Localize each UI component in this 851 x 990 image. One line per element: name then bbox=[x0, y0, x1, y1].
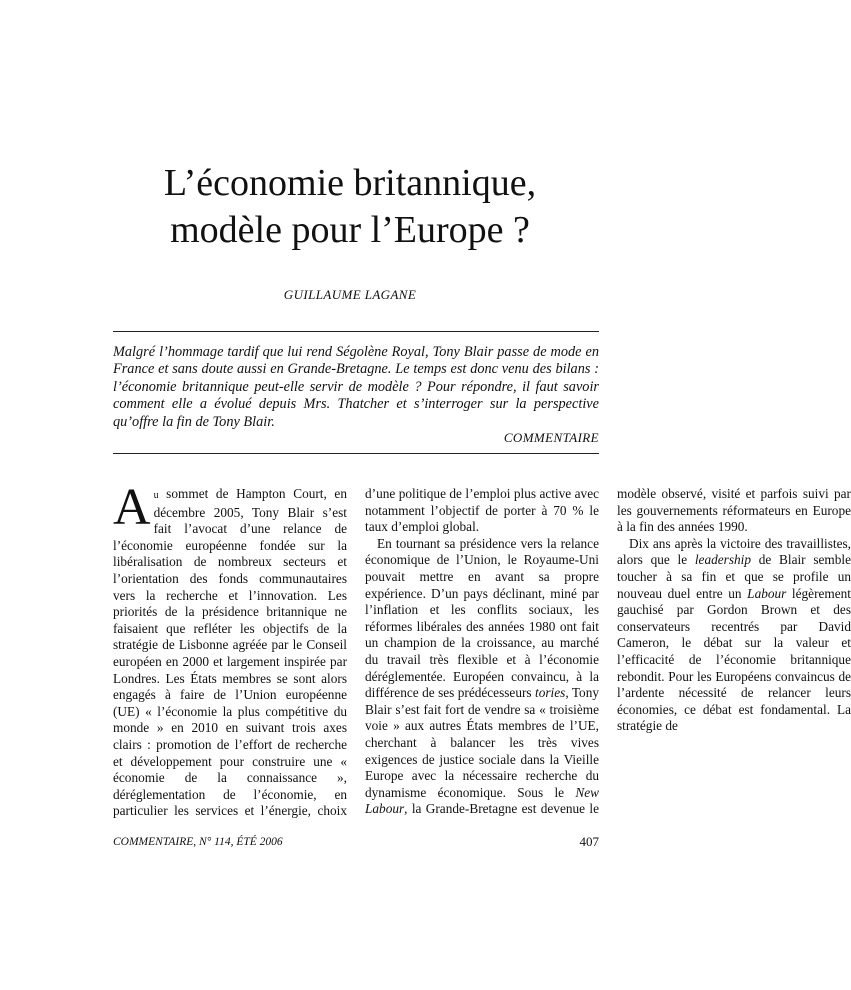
title-line-1: L’économie britannique, bbox=[163, 162, 537, 204]
abstract-top-rule bbox=[113, 331, 599, 332]
paragraph-2-new-labour: New Labour bbox=[365, 784, 599, 817]
abstract: Malgré l’hommage tardif que lui rend Ségolène Royal, Tony Blair passe de mode en France et sans doute aussi en Grande-Bretagne. Le temps est donc venu des bilans : l’économie britannique peut-elle servir de modèle ? Pour répondre, il faut savoir comment elle a évolué depuis Mrs. Thatcher et s’interroger sur la perspective qu’offre la fin de Tony Blair. bbox=[113, 344, 599, 430]
paragraph-2-tories: tories bbox=[535, 685, 566, 701]
article-body bbox=[113, 479, 851, 831]
drop-cap: A bbox=[113, 479, 151, 536]
paragraph-2-text-b: , Tony Blair s’est fait fort de vendre sa « troisième voie » aux autres États membres de l’UE, cherchant à balancer les très vives exigences de justice sociale dans la Vieille Europe avec la nécessaire recherche du dynamisme économique. Sous le bbox=[365, 685, 599, 800]
title-line-2: modèle pour l’Europe ? bbox=[170, 209, 530, 251]
journal-footer: COMMENTAIRE, N° 114, ÉTÉ 2006 bbox=[113, 836, 283, 848]
small-caps-u: u bbox=[153, 490, 159, 501]
paragraph-3 bbox=[617, 536, 851, 735]
paragraph-2-text-c: , la Grande-Bretagne est devenue le modèle observé, visité et parfois suivi par les gouvernements réformateurs en Europe à la fin des années 1990. bbox=[404, 486, 851, 817]
author-name: GUILLAUME LAGANE bbox=[283, 287, 417, 302]
article-title bbox=[0, 160, 700, 254]
abstract-bottom-rule bbox=[113, 453, 599, 454]
page-number: 407 bbox=[579, 834, 599, 849]
paragraph-2-text: En tournant sa présidence vers la relance économique de l’Union, le Royaume-Uni pouvait mettre en avant sa propre expérience. D’un pays déclinant, miné par l’inflation et les conflits sociaux, les réformes libérales des années 1980 ont fait un champion de la croissance, au marché du travail très flexible et à l’économie déréglementée. Européen convaincu, à la différence de ses prédécesseurs bbox=[365, 535, 599, 701]
paragraph-3-text-b: de Blair semble toucher à sa fin et que se profile un nouveau duel entre un bbox=[617, 552, 851, 601]
paragraph-3-text-c: légèrement gauchisé par Gordon Brown et des conservateurs recentrés par David Cameron, le débat sur la valeur et l’efficacité de l’économie britannique rebondit. Pour les Européens convaincus de l’ardente nécessité de relancer leurs économies, ce débat est fondamental. La stratégie de bbox=[617, 585, 851, 734]
paragraph-3-text: Dix ans après la victoire des travaillistes, alors que le bbox=[617, 535, 851, 568]
abstract-source: COMMENTAIRE bbox=[503, 430, 599, 445]
paragraph-3-labour: Labour bbox=[747, 585, 787, 601]
paragraph-3-leadership: leadership bbox=[694, 552, 751, 568]
paragraph-1-text: sommet de Hampton Court, en décembre 2005, Tony Blair s’est fait l’avocat d’une relance de l’économie européenne fondée sur la libéralisation de nombreux secteurs et l’orientation des fonds communautaires vers la recherche et l’innovation. Les priorités de la présidence britannique ne faisaient que refléter les objectifs de la stratégie de Lisbonne agréée par le Conseil européen en 2000 et largement inspirée par Londres. Les États membres se sont alors engagés à faire de l’Union européenne (UE) « l’économie la plus compétitive du monde » en 2010 en suivant trois axes clairs : promotion de l’effort de recherche et développement pour construire une « économie de la connaissance », déréglementation de l’économie, en particulier les services et l’énergie, choix d’une politique de l’emploi plus active avec notamment l’objectif de porter à 70 % le taux d’emploi global. bbox=[113, 486, 599, 819]
